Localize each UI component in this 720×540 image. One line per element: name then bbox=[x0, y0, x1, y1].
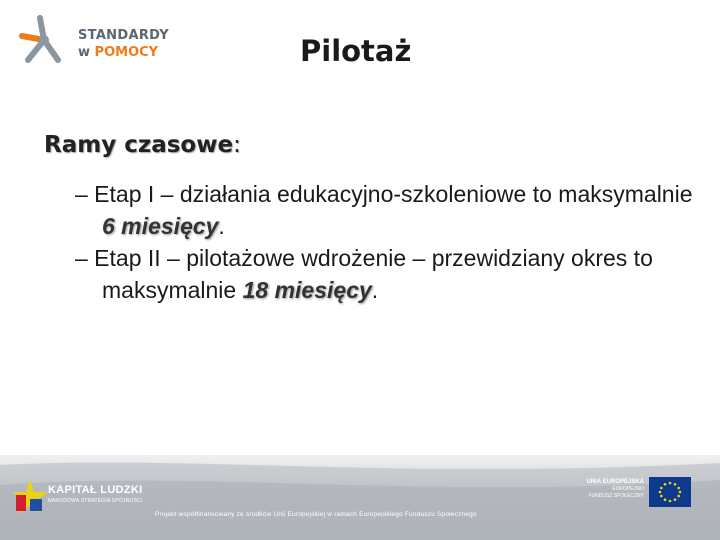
cofinancing-note: Projekt współfinansowany ze środków Unii Europejskiej w ramach Europejskiego Funduszu Społecznego bbox=[155, 511, 477, 518]
bullet-highlight: 6 miesięcy bbox=[102, 213, 219, 239]
eu-flag-icon bbox=[649, 477, 691, 507]
eu-label-line1: UNIA EUROPEJSKA bbox=[586, 479, 644, 485]
eu-label bbox=[580, 479, 644, 500]
bullet-list bbox=[75, 178, 695, 306]
eu-label-line2: EUROPEJSKI bbox=[612, 486, 644, 492]
kapital-ludzki-title: KAPITAŁ LUDZKI bbox=[48, 484, 143, 496]
eu-label-line3: FUNDUSZ SPOŁECZNY bbox=[588, 493, 644, 499]
bullet-text: – Etap II – pilotażowe wdrożenie – przewidziany okres to maksymalnie bbox=[75, 245, 653, 303]
bullet-item bbox=[75, 242, 695, 306]
kapital-ludzki-icon bbox=[10, 477, 50, 517]
page-title: Pilotaż bbox=[300, 34, 412, 68]
section-heading-text: Ramy czasowe bbox=[44, 132, 234, 158]
logo-text-pomocy: POMOCY bbox=[94, 45, 159, 60]
logo-text-standardy: STANDARDY bbox=[78, 28, 169, 43]
logo-text-w-pomocy bbox=[78, 45, 158, 60]
bullet-suffix: . bbox=[218, 213, 225, 239]
logo-text-w: w bbox=[78, 45, 95, 60]
standardy-logo-icon bbox=[14, 10, 74, 70]
section-heading bbox=[44, 132, 241, 158]
section-heading-colon: : bbox=[233, 132, 241, 158]
standardy-w-pomocy-logo bbox=[14, 10, 184, 70]
bullet-suffix: . bbox=[371, 277, 379, 303]
footer-bar bbox=[0, 455, 720, 540]
bullet-highlight: 18 miesięcy bbox=[242, 277, 372, 303]
bullet-item bbox=[75, 178, 695, 242]
kapital-ludzki-subtitle: NARODOWA STRATEGIA SPÓJNOŚCI bbox=[48, 498, 143, 504]
bullet-text: – Etap I – działania edukacyjno-szkoleniowe to maksymalnie bbox=[75, 181, 693, 207]
